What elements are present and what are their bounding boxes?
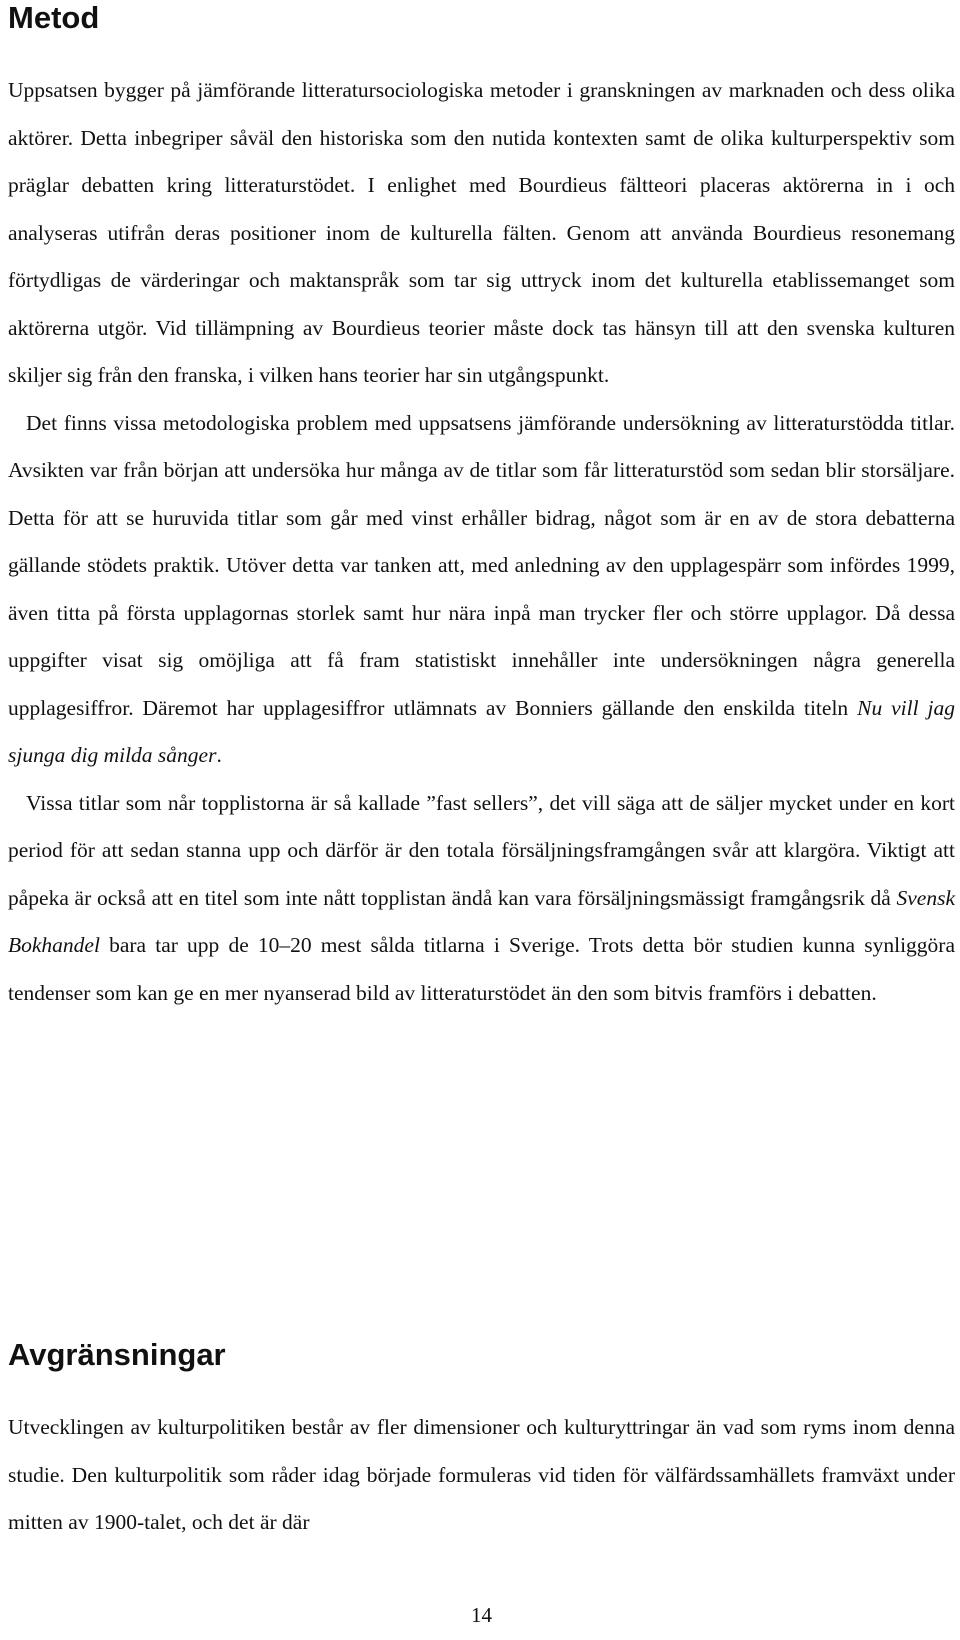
paragraph-text: Vissa titlar som når topplistorna är så kallade ”fast sellers”, det vill säga att de säljer mycket under en kort period för att sedan stanna upp och därför är den totala försäljningsframgången svår att klargöra. Viktigt att påpeka är också att en titel som inte nått topplistan ändå kan vara försäljningsmässigt framgångsrik då	[8, 790, 955, 910]
paragraph-text: Uppsatsen bygger på jämförande litteratursociologiska metoder i granskningen av marknaden och dess olika aktörer. Detta inbegriper såväl den historiska som den nutida kontexten samt de olika kulturperspektiv som präglar debatten kring litteraturstödet. I enlighet med Bourdieus fältteori placeras aktörerna in i och analyseras utifrån deras positioner inom de kulturella fälten. Genom att använda Bourdieus resonemang förtydligas de värderingar och maktanspråk som tar sig uttryck inom det kulturella etablissemanget som aktörerna utgör. Vid tillämpning av Bourdieus teorier måste dock tas hänsyn till att den svenska kulturen skiljer sig från den franska, i vilken hans teorier har sin utgångspunkt.	[8, 78, 955, 387]
section-body-avgransningar	[8, 1404, 955, 1547]
paragraph-method-theory	[8, 67, 955, 400]
book-title-italic: Nu vill jag sjunga dig milda sånger	[8, 695, 955, 767]
document-page	[8, 0, 958, 1640]
paragraph-text: bara tar upp de 10–20 mest sålda titlarna i Sverige. Trots detta bör studien kunna synliggöra tendenser som kan ge en mer nyanserad bild av litteraturstödet än den som bitvis framförs i debatten.	[8, 933, 955, 1005]
paragraph-method-problems	[8, 400, 955, 780]
page-number: 14	[471, 1603, 492, 1627]
paragraph-text: Utvecklingen av kulturpolitiken består av fler dimensioner och kulturyttringar än vad som ryms inom denna studie. Den kulturpolitik som råder idag började formuleras vid tiden för välfärdssamhällets framväxt under mitten av 1900-talet, och det är där	[8, 1415, 955, 1534]
paragraph-text: Det finns vissa metodologiska problem med uppsatsens jämförande undersökning av litteraturstödda titlar. Avsikten var från början att undersöka hur många av de titlar som får litteraturstöd som sedan blir storsäljare. Detta för att se huruvida titlar som går med vinst erhåller bidrag, något som är en av de stora debatterna gällande stödets praktik. Utöver detta var tanken att, med anledning av den upplagespärr som infördes 1999, även titta på första upplagornas storlek samt hur nära inpå man trycker fler och större upplagor. Då dessa uppgifter visat sig omöjliga att få fram statistiskt innehåller inte undersökningen några generella upplagesiffror. Däremot har upplagesiffror utlämnats av Bonniers gällande den enskilda titeln	[8, 410, 955, 720]
section-body-metod	[8, 67, 955, 1017]
paragraph-text: .	[216, 743, 222, 767]
section-heading-avgransningar: Avgränsningar	[8, 1337, 226, 1372]
paragraph-fast-sellers	[8, 780, 955, 1018]
section-heading-metod: Metod	[8, 0, 100, 35]
paragraph-delimitations	[8, 1404, 955, 1547]
publication-title-italic: Svensk Bokhandel	[8, 885, 955, 957]
